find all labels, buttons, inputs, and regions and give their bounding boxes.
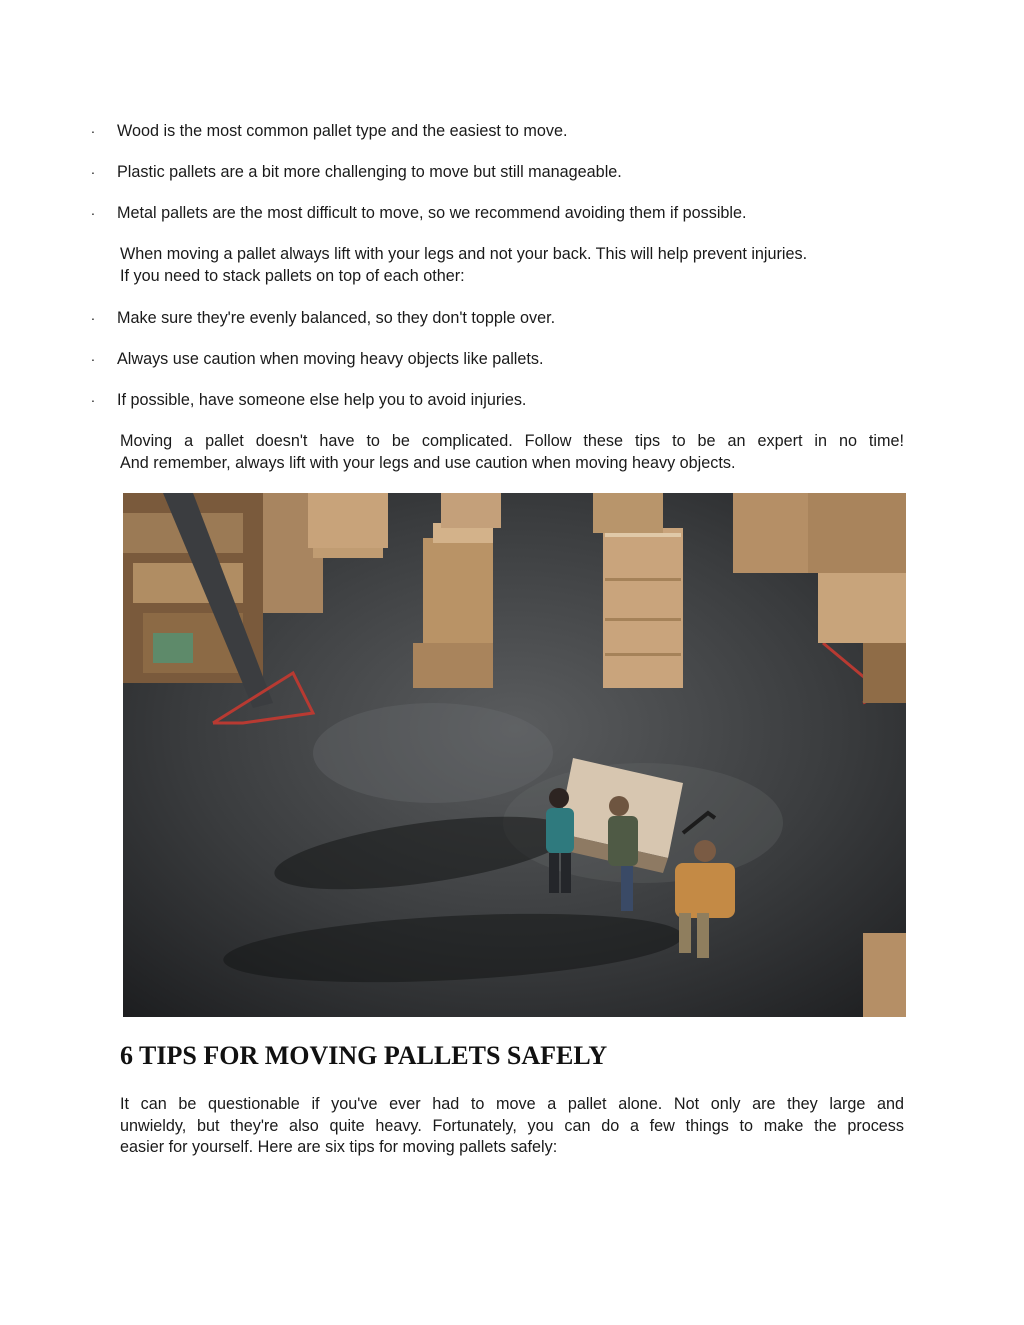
list-item [0, 389, 1024, 411]
bullet-text: If possible, have someone else help you to avoid injuries. [117, 391, 527, 409]
paragraph-line: And remember, always lift with your legs and use caution when moving heavy objects. [120, 453, 736, 472]
paragraph-line: Moving a pallet doesn't have to be complicated. Follow these tips to be an expert in no time! [120, 432, 904, 450]
bullet-dot: · [90, 351, 96, 367]
bullet-text: Always use caution when moving heavy objects like pallets. [117, 350, 544, 368]
paragraph-line: If you need to stack pallets on top of each other: [120, 266, 465, 285]
bullet-dot: · [90, 164, 96, 180]
list-item [0, 202, 1024, 224]
warehouse-photo [123, 493, 906, 1017]
paragraph [120, 431, 904, 474]
list-item [0, 161, 1024, 183]
bullet-text: Wood is the most common pallet type and the easiest to move. [117, 122, 568, 140]
list-item [0, 307, 1024, 329]
list-item [0, 120, 1024, 142]
paragraph-line: easier for yourself. Here are six tips for moving pallets safely: [120, 1138, 558, 1156]
list-item [0, 348, 1024, 370]
bullet-dot: · [90, 205, 96, 221]
paragraph-line: It can be questionable if you've ever had to move a pallet alone. Not only are they large and [120, 1095, 904, 1113]
bullet-text: Make sure they're evenly balanced, so they don't topple over. [117, 309, 556, 327]
paragraph [120, 1094, 904, 1159]
bullet-text: Plastic pallets are a bit more challenging to move but still manageable. [117, 163, 622, 181]
bullet-dot: · [90, 123, 96, 139]
bullet-text: Metal pallets are the most difficult to move, so we recommend avoiding them if possible. [117, 204, 747, 222]
paragraph [120, 244, 904, 287]
bullet-dot: · [90, 392, 96, 408]
paragraph-line: unwieldy, but they're also quite heavy. Fortunately, you can do a few things to make the process [120, 1116, 904, 1135]
paragraph-line: When moving a pallet always lift with your legs and not your back. This will help prevent injuries. [120, 245, 808, 263]
bullet-dot: · [90, 310, 96, 326]
section-heading: 6 TIPS FOR MOVING PALLETS SAFELY [120, 1041, 608, 1070]
